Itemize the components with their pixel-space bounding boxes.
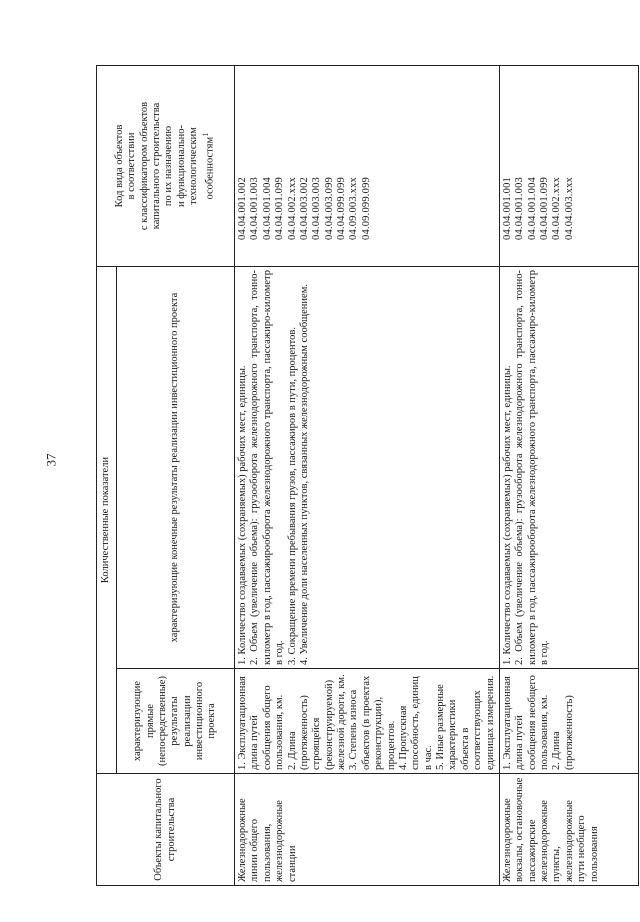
row-final-results: 1. Количество создаваемых (сохраняемых) рабочих мест, единицы. 2. Объем (увеличение объема): грузооборота железнодорожного транспорта, тонно-километр в год, пассажирооборота железнодорожного транспорта, пассажиро-километр в год. bbox=[499, 267, 638, 669]
indicators-table bbox=[96, 65, 639, 886]
table-row bbox=[235, 66, 500, 886]
row-direct-results: 1. Эксплуатационная длина путей сообщения общего пользования, км. 2. Длина (протяженность) строящейся (реконструируемой) железной дороги, км. 3. Степень износа объектов (в проектах реконструкции), процентов. 4. Пропускная способность, единиц в час. 5. Иные размерные характеристики объекта в соответствующих единицах измерения. bbox=[235, 669, 500, 774]
header-quantitative: Количественные показатели bbox=[97, 267, 117, 774]
row-codes: 04.04.001.002 04.04.001.003 04.04.001.004 04.04.001.099 04.04.002.xxx 04.04.003.002 04.04.003.003 04.04.003.099 04.04.099.099 04.09.003.xxx 04.09.099.099 bbox=[235, 66, 500, 267]
header-objects: Объекты капитального строительства bbox=[97, 774, 235, 886]
rotated-table-container bbox=[96, 66, 616, 886]
header-direct-results: характеризующие прямые (непосредственные) результаты реализации инвестиционного проекта bbox=[117, 669, 235, 774]
header-row-1 bbox=[97, 66, 117, 886]
row-final-results: 1. Количество создаваемых (сохраняемых) рабочих мест, единицы. 2. Объем (увеличение объема): грузооборота железнодорожного транспорта, тонно-километр в год, пассажирооборота железнодорожного транспорта, пассажиро-километр в год. 3. Сокращение времени пребывания грузов, пассажиров в пути, процентов. 4. Увеличение доли населенных пунктов, связанных железнодорожным сообщением. bbox=[235, 267, 500, 669]
header-code-last-line: особенностям$^1$ bbox=[200, 132, 216, 200]
header-code: Код вида объектов в соответствии с классификатором объектов капитального строительства по их назначению и функционально- технологическим особенностям$^1$ bbox=[97, 66, 235, 267]
row-object-name: Железнодорожные вокзалы, остановочные пассажирские железнодорожные пункты, железнодорожные пути необщего пользования bbox=[499, 774, 638, 886]
row-object-name: Железнодорожные линии общего пользования, железнодорожные станции bbox=[235, 774, 500, 886]
row-direct-results: 1. Эксплуатационная длина путей сообщения необщего пользования, км. 2. Длина (протяженность) bbox=[499, 669, 638, 774]
row-codes: 04.04.001.001 04.04.001.003 04.04.001.004 04.04.001.099 04.04.002.xxx 04.04.003.xxx bbox=[499, 66, 638, 267]
footnote-mark: 1 bbox=[200, 132, 211, 137]
header-final-results: характеризующие конечные результаты реализации инвестиционного проекта bbox=[117, 267, 235, 669]
table-row bbox=[499, 66, 638, 886]
page-number: 37 bbox=[43, 453, 59, 467]
